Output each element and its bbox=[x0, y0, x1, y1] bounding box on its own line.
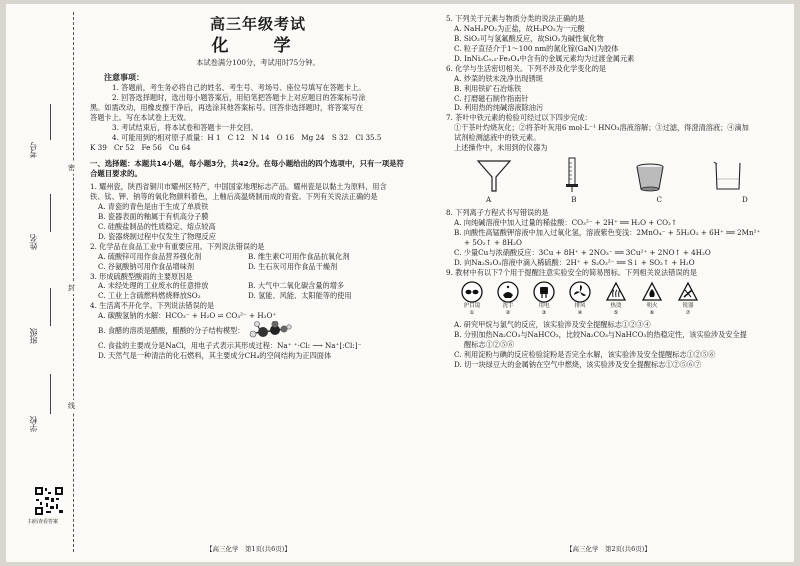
q3-option-d[interactable]: D. 氢能、风能、太阳能等的使用 bbox=[248, 291, 352, 301]
goggles-icon bbox=[461, 281, 483, 303]
q2-options-row1 bbox=[90, 252, 426, 262]
open-flame-sign bbox=[638, 281, 666, 318]
sharp-object-icon bbox=[677, 281, 699, 303]
q6-option-d[interactable]: D. 利用热的纯碱溶液除油污 bbox=[454, 103, 544, 113]
hot-label: 热烫 bbox=[610, 302, 622, 309]
q9-option-a[interactable]: A. 研究甲烷与氯气的反应，该实验涉及安全提醒标志①②③④ bbox=[454, 319, 651, 329]
ventilation-fan-icon bbox=[569, 281, 591, 303]
q4-option-b[interactable]: B. 食醋的溶质是醋酸，醋酸的分子结构模型： bbox=[98, 326, 245, 336]
q4-stem: 4. 生活离不开化学。下列说法错误的是 bbox=[90, 301, 215, 311]
q6-option-a[interactable]: A. 炒菜的铁末洗净出现锈斑 bbox=[454, 73, 543, 83]
goggles-no: ① bbox=[469, 310, 475, 317]
q3-option-b[interactable]: B. 大气中二氧化碳含量的增多 bbox=[248, 281, 345, 291]
funnel-icon[interactable] bbox=[474, 157, 514, 193]
hot-sign bbox=[602, 281, 630, 318]
note-4: 4. 可能用到的相对原子质量：H 1 C 12 N 14 O 16 Mg 24 S 32 Cl 35.5 bbox=[112, 132, 382, 142]
handwash-sign bbox=[494, 281, 522, 318]
q8-option-b-cont: + 5O₂↑ + 8H₂O bbox=[464, 237, 522, 247]
burette-icon[interactable] bbox=[552, 157, 592, 193]
q2-stem: 2. 化学品在食品工业中有重要应用。下列说法错误的是 bbox=[90, 241, 265, 251]
exam-info: 本试卷满分100分，考试用时75分钟。 bbox=[196, 58, 320, 68]
seal-char-3: 线 bbox=[68, 402, 75, 410]
q2-option-a[interactable]: A. 硫酸锌可用作食品营养强化剂 bbox=[98, 251, 202, 261]
electricity-icon bbox=[533, 281, 555, 303]
note-4-cont: K 39 Cr 52 Fe 56 Cu 64 bbox=[90, 142, 191, 152]
q6-stem: 6. 化学与生活密切相关。下列不涉及化学变化的是 bbox=[446, 63, 607, 73]
q6-option-b[interactable]: B. 利用铁矿石冶炼铁 bbox=[454, 83, 522, 93]
q9-option-b[interactable]: B. 分别加热Na₂CO₃与NaHCO₃，比较Na₂CO₃与NaHCO₃的热稳定性，该实验涉及安全提 bbox=[454, 329, 747, 339]
crucible-icon[interactable] bbox=[630, 157, 670, 193]
q3-stem: 3. 形成硫酸型酸雨的主要原因是 bbox=[90, 271, 193, 281]
q3-options-row1 bbox=[90, 281, 426, 291]
school-field[interactable] bbox=[50, 374, 51, 414]
q7-label-d[interactable]: D bbox=[742, 195, 748, 205]
ventilation-no: ④ bbox=[577, 310, 583, 317]
right-column bbox=[446, 14, 788, 369]
exam-no-field[interactable] bbox=[50, 104, 51, 140]
q8-option-d[interactable]: D. 向Na₂S₂O₃溶液中滴入稀硫酸：2H⁺ + S₂O₃²⁻ ══ S↓ + SO₂↑ + H₂O bbox=[454, 257, 695, 267]
q5-option-d[interactable]: D. InNi₃C₀.₅·Fe₃O₄中含有的金属元素均为过渡金属元素 bbox=[454, 53, 635, 63]
q7-apparatus-row bbox=[474, 157, 788, 193]
note-2-cont2: 答题卡上。写在本试卷上无效。 bbox=[90, 112, 191, 122]
q4-option-a[interactable]: A. 碳酸氢钠的水解：HCO₃⁻ + H₂O ⇌ CO₃²⁻ + H₃O⁺ bbox=[98, 311, 277, 321]
q9-option-b-cont: 醒标志①②⑤⑥ bbox=[464, 339, 515, 349]
q6-option-c[interactable]: C. 打磨磁石制作指南针 bbox=[454, 93, 529, 103]
acetic-acid-model-icon bbox=[247, 321, 293, 341]
name-label: 姓名 bbox=[29, 234, 38, 250]
school-label: 学校 bbox=[29, 416, 38, 432]
sharp-no: ⑦ bbox=[685, 310, 691, 317]
q1-option-c[interactable]: C. 硅酸盐制品的性质稳定、熔点较高 bbox=[98, 221, 216, 231]
electricity-label: 用电 bbox=[538, 302, 550, 309]
q4-option-c[interactable]: C. 食盐的主要成分是NaCl，用电子式表示其形成过程：Na⁺ ⁺·Cl: ⟶ Na⁺[:Cl:]⁻ bbox=[98, 341, 362, 351]
hot-surface-icon bbox=[605, 281, 627, 303]
q8-option-b[interactable]: B. 向酸性高锰酸钾溶液中加入过氧化氢，溶液紫色变浅：2MnO₄⁻ + 5H₂O₂ + 6H⁺ ══ 2Mn²⁺ bbox=[454, 227, 761, 237]
q5-option-b[interactable]: B. SiO₂可与氢氟酸反应，故SiO₂为碱性氧化物 bbox=[454, 33, 604, 43]
q4-option-b-row bbox=[90, 321, 426, 341]
q5-stem: 5. 下列关于元素与物质分类的说法正确的是 bbox=[446, 14, 585, 23]
q8-stem: 8. 下列离子方程式书写错误的是 bbox=[446, 208, 549, 218]
electricity-sign bbox=[530, 281, 558, 318]
open-flame-no: ⑥ bbox=[649, 310, 655, 317]
q7-apparatus-labels bbox=[486, 195, 788, 205]
left-column bbox=[90, 14, 426, 361]
exam-title: 高三年级考试 bbox=[209, 15, 306, 33]
q5-option-c[interactable]: C. 粒子直径介于1～100 nm的氮化镓(GaN)为胶体 bbox=[454, 43, 619, 53]
q2-options-row2 bbox=[90, 262, 426, 272]
qr-code-icon[interactable] bbox=[34, 486, 64, 516]
q3-option-a[interactable]: A. 未经处理的工业废水的任意排放 bbox=[98, 281, 209, 291]
q1-stem: 1. 耀州瓷，陕西省铜川市耀州区特产，中国国家地理标志产品。耀州瓷是以黏土为原料，用含 bbox=[90, 182, 387, 192]
footer-right: 【高三化学 第2页(共6页)】 bbox=[566, 545, 651, 553]
q1-option-d[interactable]: D. 瓷器烧制过程中仅发生了物理反应 bbox=[98, 231, 216, 241]
q7-stem: 7. 茶叶中铁元素的检验可经过以下四步完成： bbox=[446, 113, 592, 123]
exam-sheet bbox=[6, 4, 794, 562]
class-field[interactable] bbox=[50, 288, 51, 326]
q1-option-a[interactable]: A. 青瓷的青色是由于生成了单质铁 bbox=[98, 201, 209, 211]
handwash-icon bbox=[497, 281, 519, 303]
q9-option-d[interactable]: D. 切一块绿豆大的金属钠在空气中燃烧，该实验涉及安全提醒标志①②⑤⑥⑦ bbox=[454, 359, 702, 369]
q3-options-row2 bbox=[90, 291, 426, 301]
sharp-label: 锐器 bbox=[682, 302, 694, 309]
q2-option-d[interactable]: D. 生石灰可用作食品干燥剂 bbox=[248, 261, 338, 271]
hot-no: ⑤ bbox=[613, 310, 619, 317]
q8-option-c[interactable]: C. 少量Cu与浓硝酸反应：3Cu + 8H⁺ + 2NO₃⁻ ══ 3Cu²⁺ + 2NO↑ + 4H₂O bbox=[454, 247, 711, 257]
goggles-label: 护目镜 bbox=[463, 302, 481, 309]
seal-char-2: 封 bbox=[68, 284, 75, 292]
beaker-icon[interactable] bbox=[708, 157, 748, 193]
open-flame-label: 明火 bbox=[646, 302, 658, 309]
handwash-label: 洗手 bbox=[502, 302, 514, 309]
q1-option-b[interactable]: B. 瓷器表面的釉属于有机高分子膜 bbox=[98, 211, 209, 221]
note-2-cont: 黑。如需改动，用橡皮擦干净后，再选涂其他答案标号。回答非选择题时，将答案写在 bbox=[90, 102, 364, 112]
flame-icon bbox=[641, 281, 663, 303]
electricity-no: ③ bbox=[541, 310, 547, 317]
q3-option-c[interactable]: C. 工业上含硫燃料燃烧释放SO₂ bbox=[98, 291, 201, 301]
subject-title: 化 学 bbox=[211, 35, 305, 56]
footer-left: 【高三化学 第1页(共6页)】 bbox=[206, 545, 291, 553]
q9-stem: 9. 教材中有以下7个用于提醒注意实验安全的简易图标。下列相关说法错误的是 bbox=[446, 267, 697, 277]
q1-stem-cont: 铁、钛、钾、钠等的氧化物颜料着色，上釉后高温烧制而成的青瓷。下列有关说法正确的是 bbox=[90, 192, 378, 202]
q7-question: 上述操作中，未用到的仪器为 bbox=[454, 143, 548, 153]
q5-option-a[interactable]: A. NaH₂PO₂为正盐，故H₃PO₂为一元酸 bbox=[454, 23, 585, 33]
q7-steps-cont: 试剂检测滤液中的铁元素。 bbox=[454, 133, 541, 143]
qr-caption: 扫码查看答案 bbox=[28, 519, 59, 525]
q2-option-b[interactable]: B. 维生素C可用作食品抗氧化剂 bbox=[248, 251, 350, 261]
q9-option-c[interactable]: C. 利用淀粉与碘的反应检验淀粉是否完全水解，该实验涉及安全提醒标志①②⑤⑥ bbox=[454, 349, 716, 359]
handwash-no: ② bbox=[505, 310, 511, 317]
q4-option-d[interactable]: D. 天然气是一种清洁的化石燃料，其主要成分CH₄的空间结构为正四面体 bbox=[98, 351, 332, 361]
goggles-sign bbox=[458, 281, 486, 318]
ventilation-label: 排风 bbox=[574, 302, 586, 309]
notes-heading: 注意事项： bbox=[104, 73, 144, 83]
seal-char-1: 密 bbox=[68, 164, 75, 172]
q2-option-c[interactable]: C. 谷氨酸钠可用作食品增味剂 bbox=[98, 261, 195, 271]
note-3: 3. 考试结束后，将本试卷和答题卡一并交回。 bbox=[112, 122, 258, 132]
binding-strip bbox=[6, 4, 86, 562]
section1-heading: 一、选择题：本题共14小题，每小题3分，共42分。在每小题给出的四个选项中，只有一项是符 bbox=[90, 158, 404, 168]
name-field[interactable] bbox=[50, 194, 51, 232]
q9-safety-icons bbox=[458, 281, 788, 318]
q7-label-c[interactable]: C bbox=[656, 195, 662, 205]
note-1: 1. 答题前，考生务必将自己的姓名、考生号、考场号、座位号填写在答题卡上。 bbox=[112, 83, 366, 93]
q8-option-a[interactable]: A. 向纯碱溶液中加入过量的稀盐酸：CO₃²⁻ + 2H⁺ ══ H₂O + CO₂↑ bbox=[454, 218, 677, 227]
note-2: 2. 回答选择题时，选出每小题答案后，用铅笔把答题卡上对应题目的答案标号涂 bbox=[112, 93, 366, 103]
section1-heading-cont: 合题目要求的。 bbox=[90, 168, 142, 178]
q7-steps: ①干茶叶灼烧灰化；②将茶叶灰用6 mol·L⁻¹ HNO₃溶液溶解；③过滤，得澄清溶液；④滴加 bbox=[454, 123, 749, 133]
q7-label-b[interactable]: B bbox=[571, 195, 577, 205]
sharp-sign bbox=[674, 281, 702, 318]
ventilation-sign bbox=[566, 281, 594, 318]
q7-label-a[interactable]: A bbox=[486, 195, 492, 205]
class-label: 班级 bbox=[29, 328, 38, 344]
exam-no-label: 考号 bbox=[29, 142, 38, 158]
